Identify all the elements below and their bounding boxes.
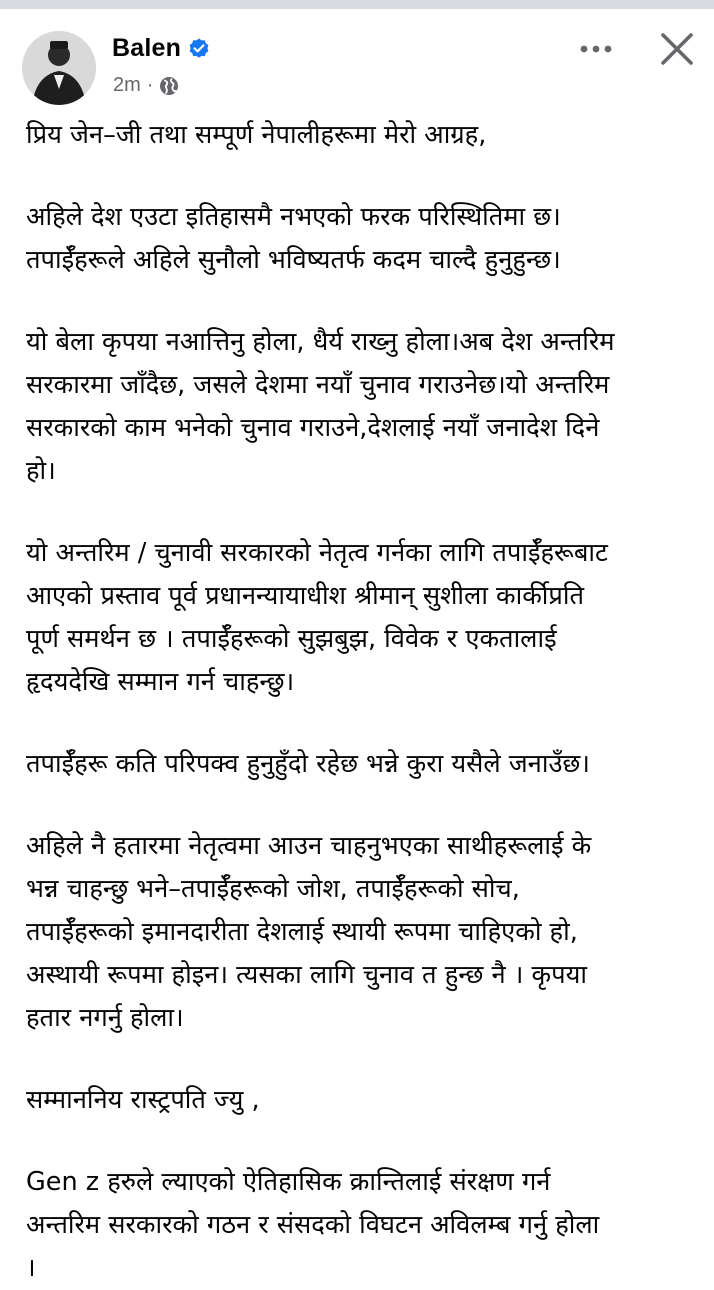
post-paragraph (26, 532, 700, 704)
post-line: आएको प्रस्ताव पूर्व प्रधानन्यायाधीश श्रीमान् सुशीला कार्कीप्रति (26, 581, 585, 611)
post-line: हृदयदेखि सम्मान गर्न चाहन्छु। (26, 667, 295, 697)
post-line: तपाईँहरूको इमानदारीता देशलाई स्थायी रूपमा चाहिएको हो, (26, 917, 578, 947)
post-line: यो अन्तरिम / चुनावी सरकारको नेतृत्व गर्नका लागि तपाईँहरूबाट (26, 538, 608, 568)
post-line: Gen z हरुले ल्याएको ऐतिहासिक क्रान्तिलाई संरक्षण गर्न (26, 1167, 551, 1197)
more-options-icon[interactable] (576, 32, 616, 66)
author[interactable] (112, 34, 211, 63)
paragraph-gap (26, 786, 700, 825)
post-line: अन्तरिम सरकारको गठन र संसदको विघटन अविलम्ब गर्नु होला (26, 1210, 600, 1240)
post-line: तपाईँहरू कति परिपक्व हुनुहुँदो रहेछ भन्ने कुरा यसैले जनाउँछ। (26, 749, 590, 779)
paragraph-gap (26, 1040, 700, 1079)
author-name[interactable]: Balen (112, 34, 182, 62)
post-line: यो बेला कृपया नआत्तिनु होला, धैर्य राख्नु होला।अब देश अन्तरिम (26, 327, 615, 357)
post-line: प्रिय जेन–जी तथा सम्पूर्ण नेपालीहरूमा मेरो आग्रह, (26, 120, 487, 150)
post-line: तपाईँहरूले अहिले सुनौलो भविष्यतर्फ कदम चाल्दै हुनुहुन्छ। (26, 245, 561, 275)
post-time[interactable]: 2m (113, 74, 141, 96)
post-line: सरकारमा जाँदैछ, जसले देशमा नयाँ चुनाव गराउनेछ।यो अन्तरिम (26, 370, 610, 400)
paragraph-gap (26, 1122, 700, 1161)
post-header (22, 28, 696, 110)
post-paragraph (26, 1079, 700, 1122)
verified-badge-icon (187, 37, 211, 61)
post-paragraph (26, 825, 700, 1040)
post-line: सरकारको काम भनेको चुनाव गराउने,देशलाई नयाँ जनादेश दिने (26, 413, 600, 443)
post-line: अहिले नै हतारमा नेतृत्वमा आउन चाहनुभएका साथीहरूलाई के (26, 831, 592, 861)
post-line: अस्थायी रूपमा होइन। त्यसका लागि चुनाव त हुन्छ नै । कृपया (26, 960, 587, 990)
close-icon[interactable] (656, 28, 698, 70)
post-text (26, 114, 700, 1290)
post-line: पूर्ण समर्थन छ । तपाईँहरूको सुझबुझ, विवेक र एकतालाई (26, 624, 557, 654)
avatar[interactable] (22, 31, 96, 105)
paragraph-gap (26, 157, 700, 196)
post-paragraph (26, 196, 700, 282)
post-paragraph (26, 1161, 700, 1290)
meta-separator: · (146, 74, 154, 96)
post-line: भन्न चाहन्छु भने–तपाईँहरूको जोश, तपाईँहरूको सोच, (26, 874, 520, 904)
post-line: हतार नगर्नु होला। (26, 1003, 184, 1033)
globe-icon[interactable] (159, 76, 179, 96)
post-paragraph (26, 321, 700, 493)
post-line: । (26, 1253, 36, 1283)
post-paragraph (26, 743, 700, 786)
post-line: सम्माननिय रास्ट्रपति ज्यु , (26, 1085, 260, 1115)
paragraph-gap (26, 704, 700, 743)
post-line: अहिले देश एउटा इतिहासमै नभएको फरक परिस्थितिमा छ। (26, 202, 561, 232)
top-divider (0, 0, 714, 9)
post-meta (113, 74, 179, 97)
post-paragraph (26, 114, 700, 157)
paragraph-gap (26, 493, 700, 532)
paragraph-gap (26, 282, 700, 321)
post-line: हो। (26, 456, 56, 486)
